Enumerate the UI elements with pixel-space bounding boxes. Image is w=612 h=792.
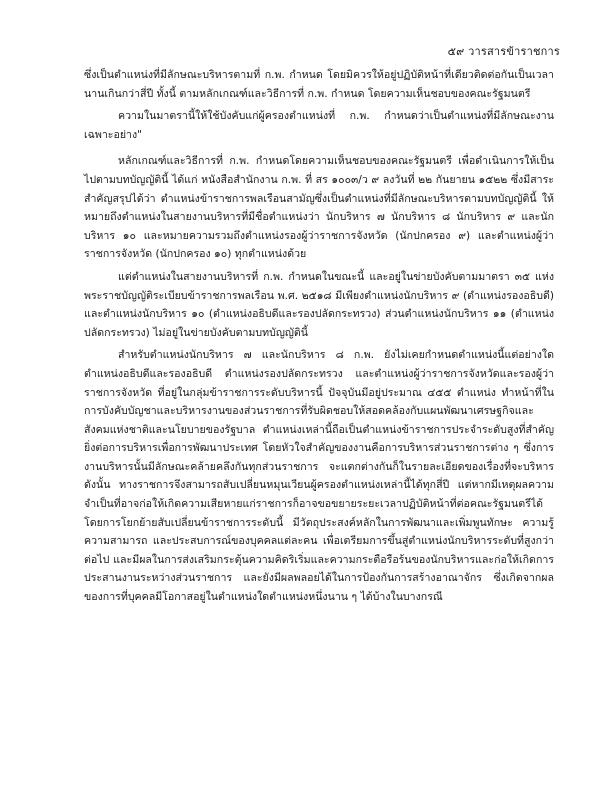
paragraph-2: ความในมาตรานี้ให้ใช้บังคับแก่ผู้ครองตำแหน่งที่ ก.พ. กำหนดว่าเป็นตำแหน่งที่มีลักษณะงานเฉพาะอย่าง" bbox=[84, 110, 554, 141]
paragraph-4: แต่ตำแหน่งในสายงานบริหารที่ ก.พ. กำหนดในขณะนี้ และอยู่ในข่ายบังคับตามมาตรา ๓๕ แห่งพระราชบัญญัติระเบียบข้าราชการพลเรือน พ.ศ. ๒๕๑๘ มีเพียงตำแหน่งนักบริหาร ๙ (ตำแหน่งรองอธิบดี) และตำแหน่งนักบริหาร ๑๐ (ตำแหน่งอธิบดีและรองปลัดกระทรวง) ส่วนตำแหน่งนักบริหาร ๑๑ (ตำแหน่งปลัดกระทรวง) ไม่อยู่ในข่ายบังคับตามบทบัญญัตินี้ bbox=[84, 270, 554, 339]
running-header: ๕๙ วารสารข้าราชการ bbox=[447, 45, 560, 58]
paragraph-3: หลักเกณฑ์และวิธีการที่ ก.พ. กำหนดโดยความเห็นชอบของคณะรัฐมนตรี เพื่อดำเนินการให้เป็นไปตามบทบัญญัตินี้ ได้แก่ หนังสือสำนักงาน ก.พ. ที่ สร ๑๐๐๓/ว ๙ ลงวันที่ ๒๒ กันยายน ๑๕๒๒ ซึ่งมีสาระสำคัญสรุปได้ว่า ตำแหน่งข้าราชการพลเรือนสามัญซึ่งเป็นตำแหน่งที่มีลักษณะบริหารตามบทบัญญัตินี้ ให้หมายถึงตำแหน่งในสายงานบริหารที่มีชื่อตำแหน่งว่า นักบริหาร ๗ นักบริหาร ๘ นักบริหาร ๙ และนักบริหาร ๑๐ และหมายความรวมถึงตำแหน่งรองผู้ว่าราชการจังหวัด (นักปกครอง ๙) และตำแหน่งผู้ว่าราชการจังหวัด (นักปกครอง ๑๐) ทุกตำแหน่งด้วย bbox=[84, 155, 554, 261]
body-text bbox=[84, 66, 554, 611]
paragraph-5: สำหรับตำแหน่งนักบริหาร ๗ และนักบริหาร ๘ ก.พ. ยังไม่เคยกำหนดตำแหน่งนี้แต่อย่างใด ตำแหน่งอธิบดีและรองอธิบดี ตำแหน่งรองปลัดกระทรวง และตำแหน่งผู้ว่าราชการจังหวัดและรองผู้ว่าราชการจังหวัด ที่อยู่ในกลุ่มข้าราชการระดับบริหารนี้ ปัจจุบันมีอยู่ประมาณ ๔๕๕ ตำแหน่ง ทำหน้าที่ในการบังคับบัญชาและบริหารงานของส่วนราชการที่รับผิดชอบให้สอดคล้องกับแผนพัฒนาเศรษฐกิจและสังคมแห่งชาติและนโยบายของรัฐบาล ตำแหน่งเหล่านี้ถือเป็นตำแหน่งข้าราชการประจำระดับสูงที่สำคัญยิ่งต่อการบริหารเพื่อการพัฒนาประเทศ โดยหัวใจสำคัญของงานคือการบริหารส่วนราชการต่าง ๆ ซึ่งการงานบริหารนั้นมีลักษณะคล้ายคลึงกันทุกส่วนราชการ จะแตกต่างกันก็ในรายละเอียดของเรื่องที่จะบริหาร ดังนั้น ทางราชการจึงสามารถสับเปลี่ยนหมุนเวียนผู้ครองตำแหน่งเหล่านี้ได้ทุกสี่ปี แต่หากมีเหตุผลความจำเป็นที่อาจก่อให้เกิดความเสียหายแก่ราชการก็อาจขอขยายระยะเวลาปฏิบัติหน้าที่ต่อคณะรัฐมนตรีได้ โดยการโยกย้ายสับเปลี่ยนข้าราชการระดับนี้ มีวัตถุประสงค์หลักในการพัฒนาและเพิ่มพูนทักษะ ความรู้ความสามารถ และประสบการณ์ของบุคคลแต่ละคน เพื่อเตรียมการขึ้นสู่ตำแหน่งนักบริหารระดับที่สูงกว่าต่อไป และมีผลในการส่งเสริมกระตุ้นความคิดริเริ่มและความกระตือรือร้นของนักบริหารและก่อให้เกิดการประสานงานระหว่างส่วนราชการ และยังมีผลพลอยได้ในการป้องกันการสร้างอาณาจักร ซึ่งเกิดจากผลของการที่บุคคลมีโอกาสอยู่ในตำแหน่งใดตำแหน่งหนึ่งนาน ๆ ได้บ้างในบางกรณี bbox=[84, 349, 554, 604]
paragraph-1: ซึ่งเป็นตำแหน่งที่มีลักษณะบริหารตามที่ ก.พ. กำหนด โดยมิควรให้อยู่ปฏิบัติหน้าที่เดียวติดต่อกันเป็นเวลานานเกินกว่าสี่ปี ทั้งนี้ ตามหลักเกณฑ์และวิธีการที่ ก.พ. กำหนด โดยความเห็นชอบของคณะรัฐมนตรี bbox=[84, 69, 554, 100]
